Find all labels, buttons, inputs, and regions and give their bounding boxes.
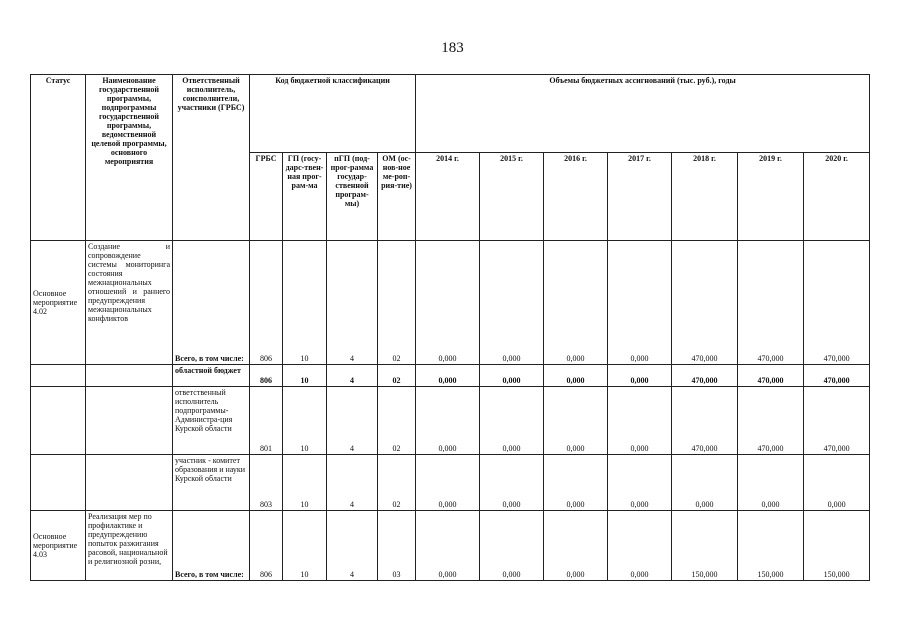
table-row [31,241,870,365]
gp-cell: 10 [283,511,327,581]
value-cell: 470,000 [672,241,738,365]
header-om: ОМ (ос-нов-ное ме-роп-рия-тие) [378,153,416,241]
executor-cell: участник - комитет образования и науки Курской области [173,455,250,511]
header-pgp: пГП (под-прог-рамма государ-ственной програм-мы) [327,153,378,241]
value-cell: 0,000 [544,241,608,365]
pgp-cell: 4 [327,511,378,581]
table-row [31,365,870,387]
name-cell [86,455,173,511]
value-cell: 0,000 [544,455,608,511]
value-cell: 0,000 [608,241,672,365]
table-row [31,455,870,511]
om-cell: 02 [378,455,416,511]
status-cell: Основное мероприятие 4.03 [31,511,86,581]
grbs-cell: 806 [250,365,283,387]
grbs-cell: 806 [250,241,283,365]
value-cell: 0,000 [416,365,480,387]
budget-table [30,74,870,581]
pgp-cell: 4 [327,387,378,455]
value-cell: 0,000 [544,387,608,455]
value-cell: 0,000 [738,455,804,511]
pgp-cell: 4 [327,241,378,365]
pgp-cell: 4 [327,455,378,511]
value-cell: 0,000 [544,365,608,387]
grbs-cell: 806 [250,511,283,581]
header-status: Статус [31,75,86,241]
value-cell: 0,000 [480,455,544,511]
om-cell: 02 [378,365,416,387]
gp-cell: 10 [283,387,327,455]
value-cell: 0,000 [480,241,544,365]
value-cell: 0,000 [608,365,672,387]
header-year: 2015 г. [480,153,544,241]
value-cell: 470,000 [738,387,804,455]
header-year: 2020 г. [804,153,870,241]
pgp-cell: 4 [327,365,378,387]
value-cell: 470,000 [804,365,870,387]
gp-cell: 10 [283,455,327,511]
value-cell: 0,000 [416,455,480,511]
executor-cell: Всего, в том числе: [173,511,250,581]
value-cell: 470,000 [804,387,870,455]
value-cell: 0,000 [608,455,672,511]
executor-cell: Всего, в том числе: [173,241,250,365]
gp-cell: 10 [283,241,327,365]
grbs-cell: 803 [250,455,283,511]
header-year: 2016 г. [544,153,608,241]
header-executor: Ответственный исполнитель, соисполнители, участники (ГРБС) [173,75,250,241]
value-cell: 150,000 [672,511,738,581]
status-cell: Основное мероприятие 4.02 [31,241,86,365]
name-cell: Создание и сопровождение системы мониторинга состояния межнациональных отношений и раннего предупреждения межнациональных конфликтов [86,241,173,365]
table-row [31,387,870,455]
grbs-cell: 801 [250,387,283,455]
executor-cell: областной бюджет [173,365,250,387]
table-row [31,511,870,581]
header-grbs: ГРБС [250,153,283,241]
header-name: Наименование государственной программы, подпрограммы государственной программы, ведомственной целевой программы, основного мероприятия [86,75,173,241]
gp-cell: 10 [283,365,327,387]
header-year: 2014 г. [416,153,480,241]
value-cell: 470,000 [738,365,804,387]
value-cell: 470,000 [738,241,804,365]
header-year: 2019 г. [738,153,804,241]
page-number: 183 [441,40,464,56]
header-year: 2018 г. [672,153,738,241]
name-cell [86,387,173,455]
om-cell: 02 [378,241,416,365]
value-cell: 0,000 [416,241,480,365]
status-cell [31,365,86,387]
value-cell: 0,000 [608,387,672,455]
header-gp: ГП (госу-дарс-твен-ная прог-рам-ма [283,153,327,241]
value-cell: 0,000 [480,365,544,387]
name-cell [86,365,173,387]
om-cell: 03 [378,511,416,581]
header-allocations: Объемы бюджетных ассигнований (тыс. руб.), годы [416,75,870,153]
value-cell: 0,000 [480,387,544,455]
value-cell: 0,000 [416,511,480,581]
value-cell: 150,000 [738,511,804,581]
value-cell: 470,000 [672,387,738,455]
value-cell: 150,000 [804,511,870,581]
header-year: 2017 г. [608,153,672,241]
value-cell: 470,000 [672,365,738,387]
value-cell: 0,000 [804,455,870,511]
value-cell: 0,000 [544,511,608,581]
status-cell [31,455,86,511]
name-cell: Реализация мер по профилактике и предупреждению попыток разжигания расовой, национальной и религиозной розни, [86,511,173,581]
value-cell: 0,000 [416,387,480,455]
header-budget-code: Код бюджетной классификации [250,75,416,153]
value-cell: 0,000 [608,511,672,581]
executor-cell: ответственный исполнитель подпрограммы-Администра-ция Курской области [173,387,250,455]
om-cell: 02 [378,387,416,455]
value-cell: 470,000 [804,241,870,365]
value-cell: 0,000 [672,455,738,511]
value-cell: 0,000 [480,511,544,581]
status-cell [31,387,86,455]
